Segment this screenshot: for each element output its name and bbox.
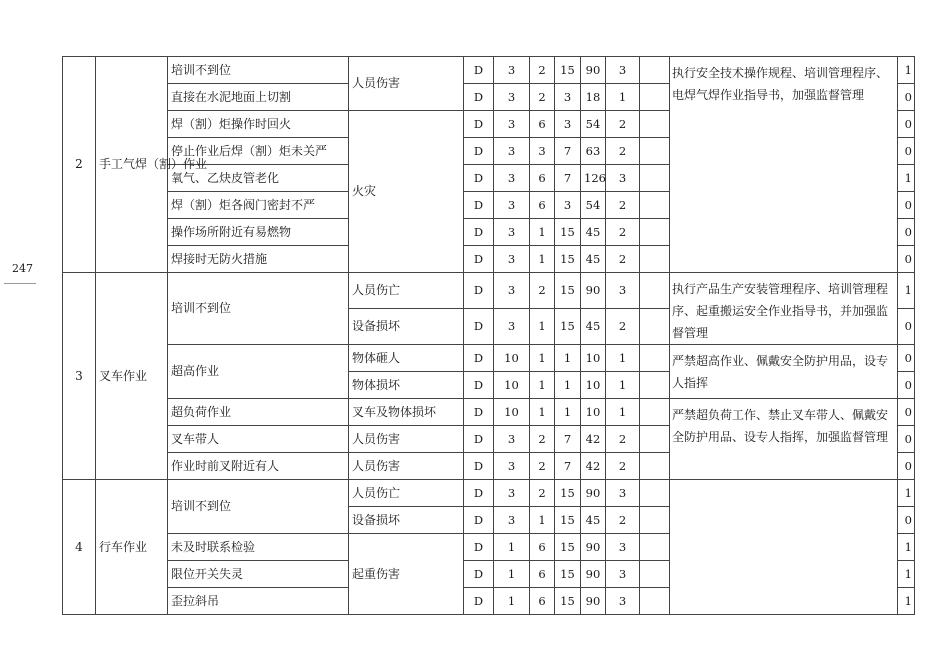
value-d: 45 bbox=[581, 507, 606, 534]
hazard-factor: 氧气、乙炔皮管老化 bbox=[168, 165, 349, 192]
value-l: 1 bbox=[494, 534, 530, 561]
activity-name: 手工气焊（割）作业 bbox=[96, 57, 168, 273]
spacer-cell bbox=[640, 246, 670, 273]
value-e: 6 bbox=[530, 165, 555, 192]
value-c: 7 bbox=[555, 165, 581, 192]
spacer-cell bbox=[640, 426, 670, 453]
spacer-cell bbox=[640, 345, 670, 372]
significance-flag: 1 bbox=[898, 165, 915, 192]
value-c: 3 bbox=[555, 84, 581, 111]
eval-method: D bbox=[464, 561, 494, 588]
value-e: 2 bbox=[530, 453, 555, 480]
risk-grade: 1 bbox=[606, 372, 640, 399]
value-c: 15 bbox=[555, 507, 581, 534]
value-l: 3 bbox=[494, 111, 530, 138]
value-e: 2 bbox=[530, 84, 555, 111]
table-row bbox=[63, 399, 915, 426]
value-c: 1 bbox=[555, 372, 581, 399]
value-e: 2 bbox=[530, 426, 555, 453]
value-l: 3 bbox=[494, 273, 530, 309]
significance-flag: 1 bbox=[898, 480, 915, 507]
eval-method: D bbox=[464, 426, 494, 453]
value-c: 1 bbox=[555, 399, 581, 426]
hazard-factor: 焊（割）炬各阀门密封不严 bbox=[168, 192, 349, 219]
item-number: 4 bbox=[63, 480, 96, 615]
significance-flag: 0 bbox=[898, 453, 915, 480]
hazard-factor: 停止作业后焊（割）炬未关严 bbox=[168, 138, 349, 165]
value-l: 3 bbox=[494, 138, 530, 165]
control-measure bbox=[670, 480, 898, 615]
hazard-factor: 焊（割）炬操作时回火 bbox=[168, 111, 349, 138]
value-l: 3 bbox=[494, 219, 530, 246]
value-e: 6 bbox=[530, 588, 555, 615]
risk-grade: 1 bbox=[606, 84, 640, 111]
hazard-factor: 限位开关失灵 bbox=[168, 561, 349, 588]
spacer-cell bbox=[640, 309, 670, 345]
value-l: 10 bbox=[494, 345, 530, 372]
control-measure: 执行产品生产安装管理程序、培训管理程序、起重搬运安全作业指导书，并加强监督管理 bbox=[670, 273, 898, 345]
risk-grade: 3 bbox=[606, 534, 640, 561]
significance-flag: 1 bbox=[898, 588, 915, 615]
table-row bbox=[63, 57, 915, 84]
spacer-cell bbox=[640, 561, 670, 588]
hazard-factor: 焊接时无防火措施 bbox=[168, 246, 349, 273]
eval-method: D bbox=[464, 138, 494, 165]
risk-grade: 3 bbox=[606, 273, 640, 309]
value-d: 90 bbox=[581, 588, 606, 615]
risk-grade: 2 bbox=[606, 426, 640, 453]
value-d: 54 bbox=[581, 192, 606, 219]
value-c: 15 bbox=[555, 219, 581, 246]
value-l: 3 bbox=[494, 57, 530, 84]
hazard-factor: 直接在水泥地面上切割 bbox=[168, 84, 349, 111]
value-d: 126 bbox=[581, 165, 606, 192]
consequence: 人员伤亡 bbox=[349, 273, 464, 309]
value-c: 3 bbox=[555, 111, 581, 138]
hazard-factor: 培训不到位 bbox=[168, 273, 349, 345]
value-c: 3 bbox=[555, 192, 581, 219]
spacer-cell bbox=[640, 399, 670, 426]
value-c: 15 bbox=[555, 588, 581, 615]
consequence: 叉车及物体损坏 bbox=[349, 399, 464, 426]
control-measure: 严禁超负荷工作、禁止叉车带人、佩戴安全防护用品、设专人指挥，加强监督管理 bbox=[670, 399, 898, 480]
significance-flag: 0 bbox=[898, 372, 915, 399]
significance-flag: 1 bbox=[898, 273, 915, 309]
eval-method: D bbox=[464, 111, 494, 138]
value-e: 3 bbox=[530, 138, 555, 165]
value-e: 2 bbox=[530, 57, 555, 84]
eval-method: D bbox=[464, 534, 494, 561]
consequence: 起重伤害 bbox=[349, 534, 464, 615]
value-e: 6 bbox=[530, 561, 555, 588]
spacer-cell bbox=[640, 507, 670, 534]
risk-grade: 2 bbox=[606, 309, 640, 345]
significance-flag: 0 bbox=[898, 219, 915, 246]
risk-grade: 3 bbox=[606, 480, 640, 507]
significance-flag: 0 bbox=[898, 426, 915, 453]
value-d: 42 bbox=[581, 426, 606, 453]
eval-method: D bbox=[464, 273, 494, 309]
value-c: 1 bbox=[555, 345, 581, 372]
value-l: 3 bbox=[494, 426, 530, 453]
spacer-cell bbox=[640, 57, 670, 84]
risk-grade: 1 bbox=[606, 399, 640, 426]
value-c: 15 bbox=[555, 534, 581, 561]
significance-flag: 0 bbox=[898, 111, 915, 138]
risk-grade: 2 bbox=[606, 453, 640, 480]
consequence: 人员伤害 bbox=[349, 426, 464, 453]
significance-flag: 0 bbox=[898, 399, 915, 426]
value-l: 3 bbox=[494, 84, 530, 111]
significance-flag: 1 bbox=[898, 57, 915, 84]
value-c: 7 bbox=[555, 426, 581, 453]
value-e: 1 bbox=[530, 219, 555, 246]
hazard-factor: 培训不到位 bbox=[168, 480, 349, 534]
value-l: 10 bbox=[494, 372, 530, 399]
risk-grade: 1 bbox=[606, 345, 640, 372]
consequence: 人员伤亡 bbox=[349, 480, 464, 507]
value-d: 45 bbox=[581, 246, 606, 273]
risk-grade: 2 bbox=[606, 219, 640, 246]
value-l: 3 bbox=[494, 480, 530, 507]
hazard-factor: 培训不到位 bbox=[168, 57, 349, 84]
spacer-cell bbox=[640, 453, 670, 480]
value-e: 6 bbox=[530, 534, 555, 561]
value-d: 54 bbox=[581, 111, 606, 138]
spacer-cell bbox=[640, 534, 670, 561]
control-measure: 严禁超高作业、佩戴安全防护用品，设专人指挥 bbox=[670, 345, 898, 399]
value-d: 90 bbox=[581, 273, 606, 309]
significance-flag: 0 bbox=[898, 138, 915, 165]
value-e: 1 bbox=[530, 399, 555, 426]
item-number: 3 bbox=[63, 273, 96, 480]
risk-grade: 2 bbox=[606, 246, 640, 273]
value-l: 3 bbox=[494, 309, 530, 345]
eval-method: D bbox=[464, 246, 494, 273]
risk-grade: 2 bbox=[606, 138, 640, 165]
risk-grade: 2 bbox=[606, 111, 640, 138]
risk-assessment-table bbox=[62, 56, 915, 615]
significance-flag: 0 bbox=[898, 192, 915, 219]
value-c: 15 bbox=[555, 273, 581, 309]
value-c: 15 bbox=[555, 309, 581, 345]
item-number: 2 bbox=[63, 57, 96, 273]
significance-flag: 0 bbox=[898, 507, 915, 534]
value-d: 90 bbox=[581, 57, 606, 84]
value-d: 18 bbox=[581, 84, 606, 111]
control-measure: 执行安全技术操作规程、培训管理程序、电焊气焊作业指导书，加强监督管理 bbox=[670, 57, 898, 273]
significance-flag: 0 bbox=[898, 246, 915, 273]
value-d: 45 bbox=[581, 219, 606, 246]
hazard-factor: 歪拉斜吊 bbox=[168, 588, 349, 615]
consequence: 人员伤害 bbox=[349, 57, 464, 111]
eval-method: D bbox=[464, 480, 494, 507]
risk-grade: 3 bbox=[606, 57, 640, 84]
hazard-factor: 超负荷作业 bbox=[168, 399, 349, 426]
eval-method: D bbox=[464, 507, 494, 534]
value-c: 7 bbox=[555, 138, 581, 165]
consequence: 物体砸人 bbox=[349, 345, 464, 372]
hazard-factor: 未及时联系检验 bbox=[168, 534, 349, 561]
eval-method: D bbox=[464, 192, 494, 219]
hazard-factor: 超高作业 bbox=[168, 345, 349, 399]
significance-flag: 0 bbox=[898, 309, 915, 345]
activity-name: 叉车作业 bbox=[96, 273, 168, 480]
eval-method: D bbox=[464, 219, 494, 246]
consequence: 设备损坏 bbox=[349, 507, 464, 534]
risk-grade: 3 bbox=[606, 561, 640, 588]
risk-grade: 3 bbox=[606, 588, 640, 615]
risk-grade: 2 bbox=[606, 507, 640, 534]
value-l: 10 bbox=[494, 399, 530, 426]
value-d: 63 bbox=[581, 138, 606, 165]
eval-method: D bbox=[464, 57, 494, 84]
value-e: 2 bbox=[530, 480, 555, 507]
consequence: 人员伤害 bbox=[349, 453, 464, 480]
value-e: 1 bbox=[530, 309, 555, 345]
value-d: 42 bbox=[581, 453, 606, 480]
spacer-cell bbox=[640, 273, 670, 309]
spacer-cell bbox=[640, 84, 670, 111]
value-l: 1 bbox=[494, 588, 530, 615]
eval-method: D bbox=[464, 588, 494, 615]
page-number-rule bbox=[4, 283, 36, 284]
consequence: 物体损坏 bbox=[349, 372, 464, 399]
significance-flag: 1 bbox=[898, 534, 915, 561]
eval-method: D bbox=[464, 372, 494, 399]
spacer-cell bbox=[640, 372, 670, 399]
eval-method: D bbox=[464, 84, 494, 111]
value-e: 1 bbox=[530, 372, 555, 399]
value-e: 1 bbox=[530, 345, 555, 372]
page-number: 247 bbox=[12, 262, 33, 275]
value-l: 3 bbox=[494, 246, 530, 273]
spacer-cell bbox=[640, 111, 670, 138]
value-c: 15 bbox=[555, 480, 581, 507]
value-e: 6 bbox=[530, 192, 555, 219]
value-d: 10 bbox=[581, 399, 606, 426]
risk-grade: 2 bbox=[606, 192, 640, 219]
value-e: 1 bbox=[530, 246, 555, 273]
value-l: 1 bbox=[494, 561, 530, 588]
value-d: 90 bbox=[581, 561, 606, 588]
value-e: 2 bbox=[530, 273, 555, 309]
spacer-cell bbox=[640, 165, 670, 192]
value-c: 15 bbox=[555, 561, 581, 588]
hazard-factor: 操作场所附近有易燃物 bbox=[168, 219, 349, 246]
value-c: 15 bbox=[555, 246, 581, 273]
hazard-factor: 作业时前叉附近有人 bbox=[168, 453, 349, 480]
table-row bbox=[63, 480, 915, 507]
significance-flag: 0 bbox=[898, 84, 915, 111]
value-l: 3 bbox=[494, 165, 530, 192]
spacer-cell bbox=[640, 138, 670, 165]
eval-method: D bbox=[464, 399, 494, 426]
table-row bbox=[63, 345, 915, 372]
eval-method: D bbox=[464, 165, 494, 192]
table-row bbox=[63, 273, 915, 309]
significance-flag: 1 bbox=[898, 561, 915, 588]
value-d: 10 bbox=[581, 372, 606, 399]
significance-flag: 0 bbox=[898, 345, 915, 372]
eval-method: D bbox=[464, 345, 494, 372]
risk-grade: 3 bbox=[606, 165, 640, 192]
consequence: 设备损坏 bbox=[349, 309, 464, 345]
value-d: 45 bbox=[581, 309, 606, 345]
eval-method: D bbox=[464, 309, 494, 345]
consequence: 火灾 bbox=[349, 111, 464, 273]
spacer-cell bbox=[640, 480, 670, 507]
value-e: 6 bbox=[530, 111, 555, 138]
activity-name: 行车作业 bbox=[96, 480, 168, 615]
value-c: 15 bbox=[555, 57, 581, 84]
value-d: 90 bbox=[581, 534, 606, 561]
value-l: 3 bbox=[494, 507, 530, 534]
value-c: 7 bbox=[555, 453, 581, 480]
spacer-cell bbox=[640, 192, 670, 219]
value-d: 10 bbox=[581, 345, 606, 372]
hazard-factor: 叉车带人 bbox=[168, 426, 349, 453]
spacer-cell bbox=[640, 219, 670, 246]
value-l: 3 bbox=[494, 453, 530, 480]
value-l: 3 bbox=[494, 192, 530, 219]
value-d: 90 bbox=[581, 480, 606, 507]
value-e: 1 bbox=[530, 507, 555, 534]
eval-method: D bbox=[464, 453, 494, 480]
spacer-cell bbox=[640, 588, 670, 615]
